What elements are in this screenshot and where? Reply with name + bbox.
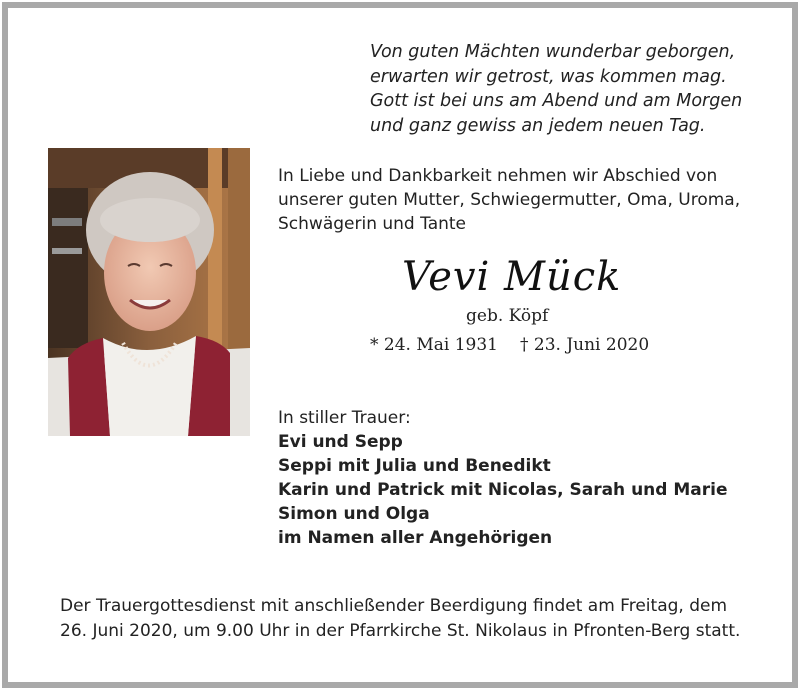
mourner-line: Evi und Sepp (278, 432, 403, 452)
intro-text (278, 164, 740, 236)
poem-line: Gott ist bei uns am Abend und am Morgen (370, 91, 743, 111)
mourner-line: Seppi mit Julia und Benedikt (278, 456, 551, 476)
deceased-name: Vevi Mück (402, 254, 622, 300)
portrait-photo (48, 148, 250, 436)
portrait-illustration (48, 148, 250, 436)
poem-line: erwarten wir getrost, was kommen mag. (370, 66, 727, 87)
death-date: † 23. Juni 2020 (520, 335, 650, 355)
intro-line: Schwägerin und Tante (278, 214, 467, 234)
intro-line: unserer guten Mutter, Schwiegermutter, Oma, Uroma, (278, 190, 741, 210)
birth-date: * 24. Mai 1931 (370, 335, 498, 355)
poem-line: und ganz gewiss an jedem neuen Tag. (370, 115, 706, 136)
mourner-line: Karin und Patrick mit Nicolas, Sarah und Marie (278, 480, 728, 500)
poem-line: Von guten Mächten wunderbar geborgen, (370, 42, 736, 62)
mourner-line: im Namen aller Angehörigen (278, 528, 553, 548)
funeral-notice (60, 594, 740, 644)
intro-line: In Liebe und Dankbarkeit nehmen wir Abschied von (278, 166, 718, 186)
funeral-line: 26. Juni 2020, um 9.00 Uhr in der Pfarrkirche St. Nikolaus in Pfronten-Berg statt. (60, 621, 741, 641)
birth-name: geb. Köpf (466, 306, 549, 326)
poem (370, 40, 742, 138)
life-dates (370, 333, 649, 357)
funeral-line: Der Trauergottesdienst mit anschließender Beerdigung findet am Freitag, dem (60, 596, 728, 616)
mourners-list (278, 430, 728, 550)
mourning-label: In stiller Trauer: (278, 408, 411, 428)
mourner-line: Simon und Olga (278, 504, 430, 524)
